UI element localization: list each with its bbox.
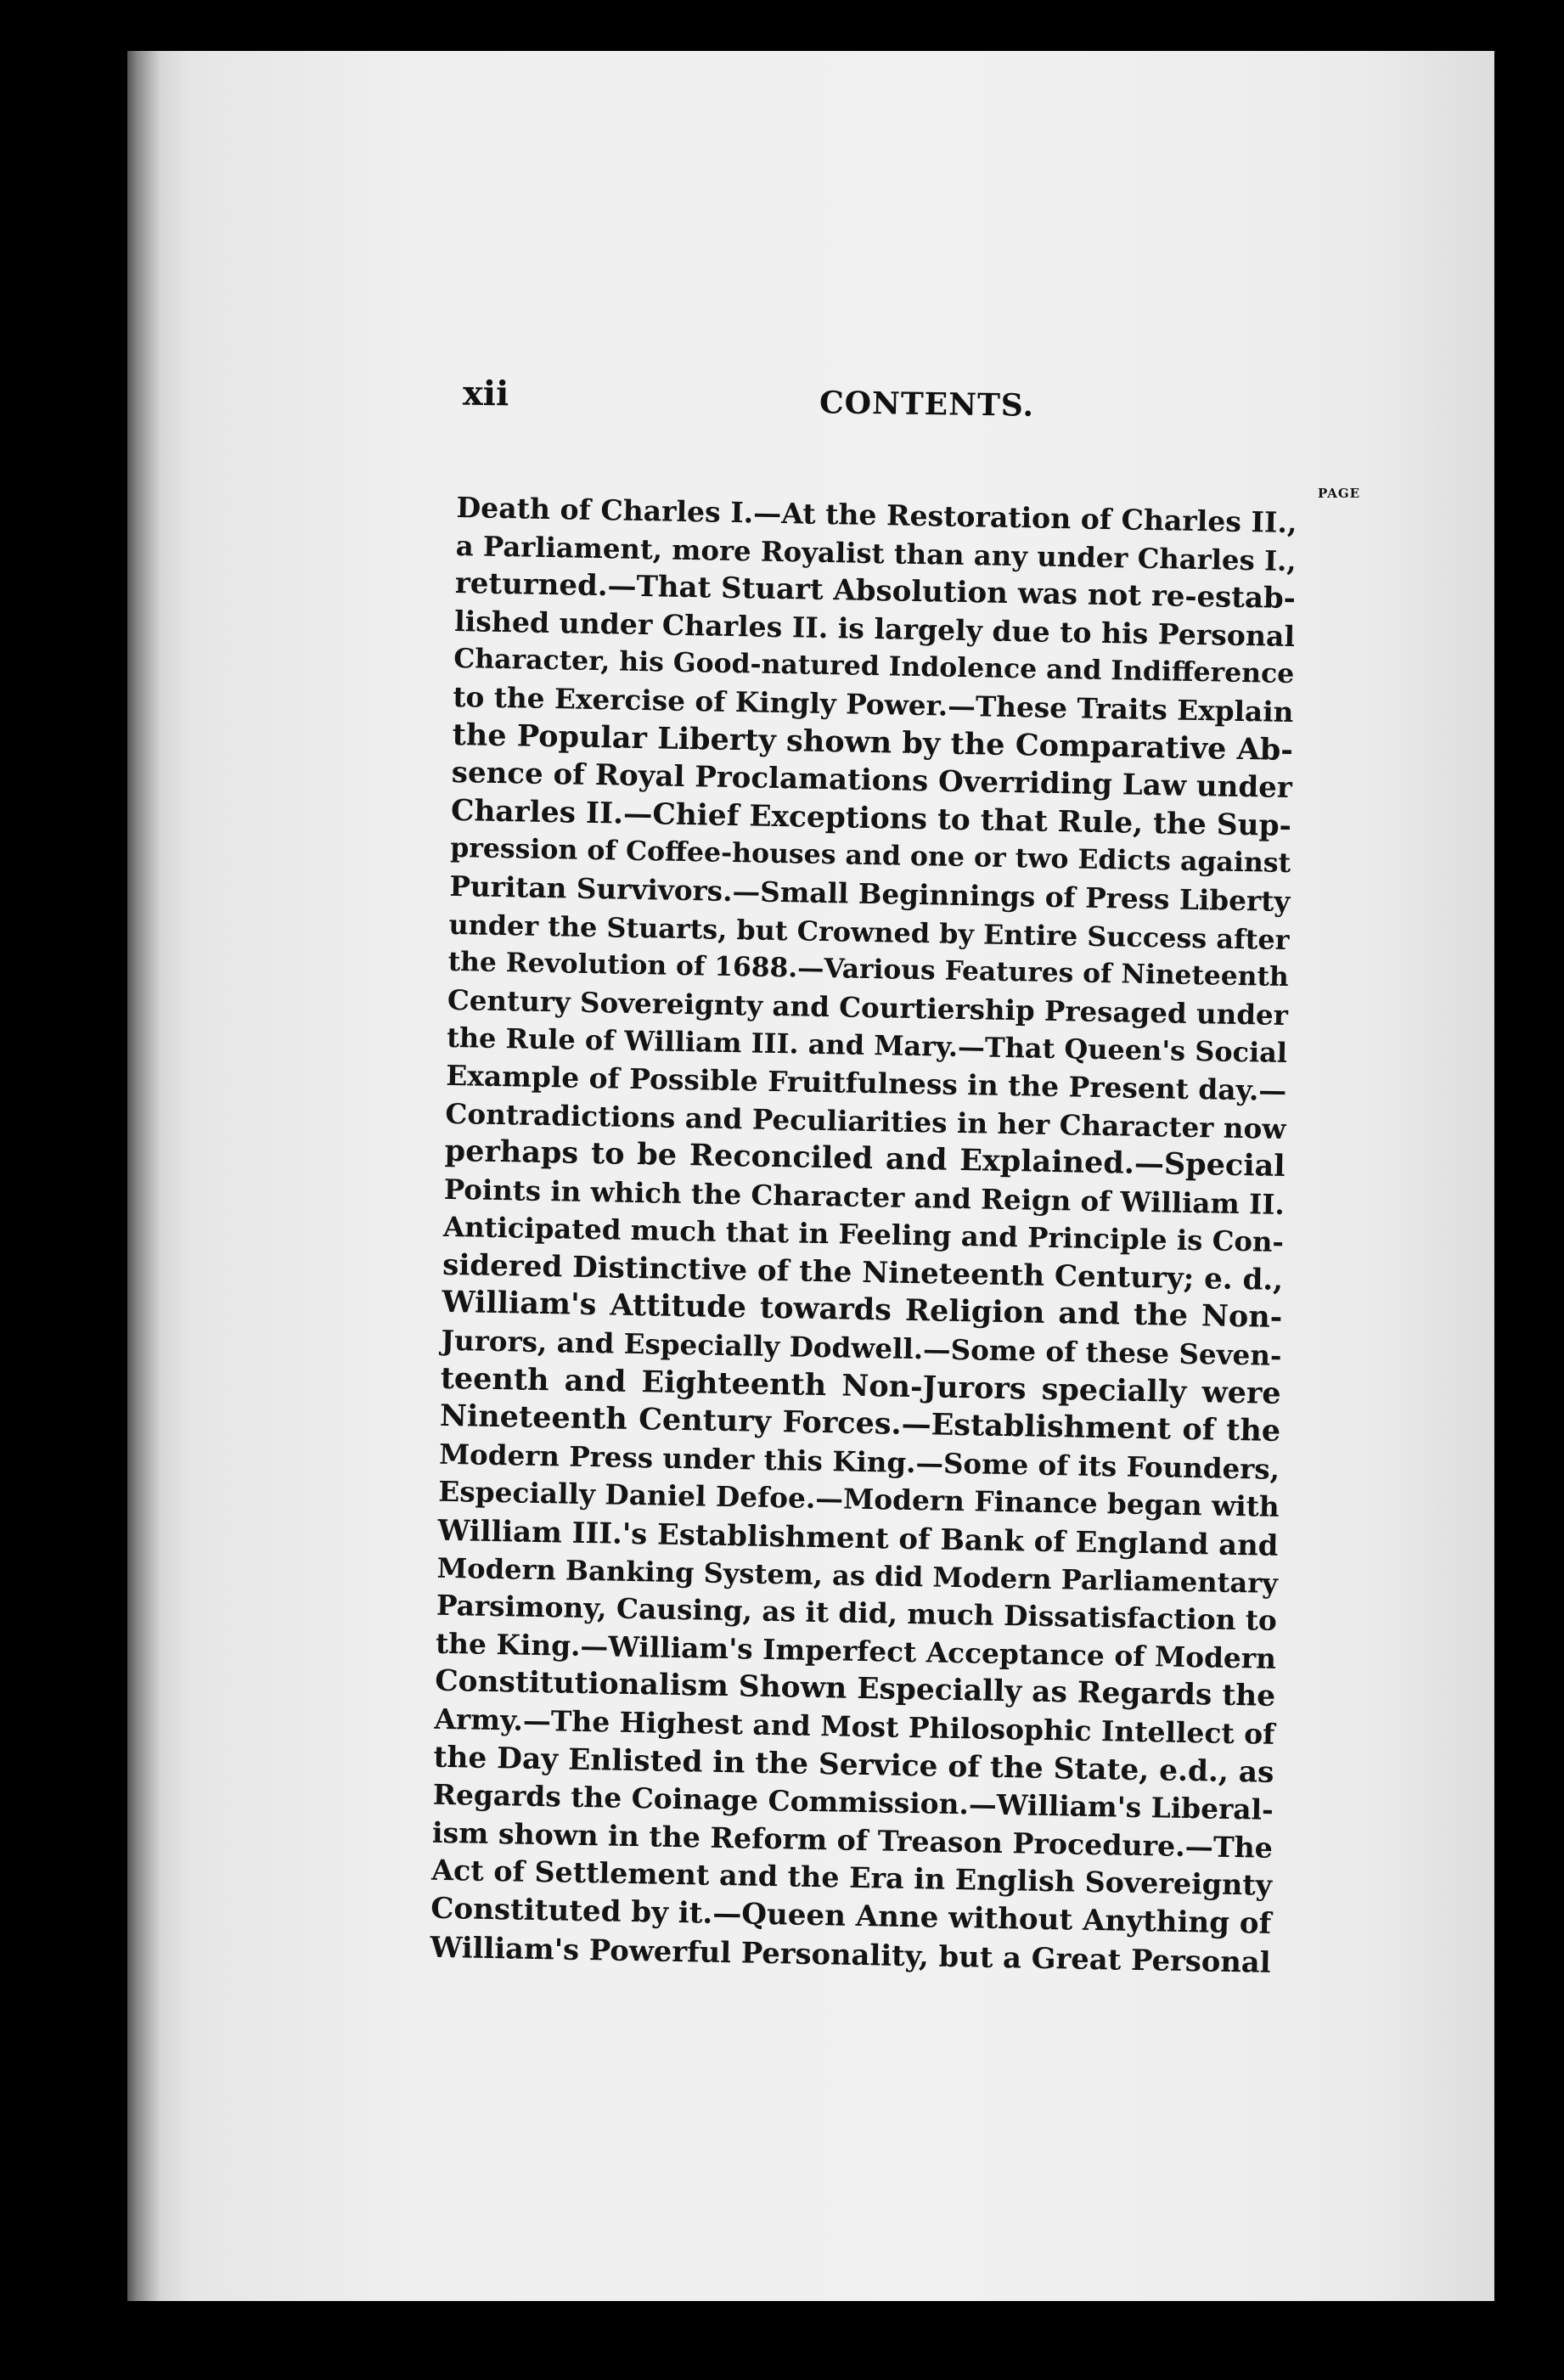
contents-line: Especially Daniel Defoe.—Modern Finance began with <box>438 1475 1280 1524</box>
contents-line: Constitutionalism Shown Especially as Regards the <box>434 1664 1276 1714</box>
contents-line: Constituted by it.—Queen Anne without Anything of <box>430 1891 1272 1941</box>
contents-line: the Rule of William III. and Mary.—That Queen's Social <box>446 1021 1288 1070</box>
contents-line: the Popular Liberty shown by the Comparative Ab- <box>452 717 1294 768</box>
contents-line: the Day Enlisted in the Service of the State, e.d., as <box>433 1740 1274 1790</box>
contents-line: perhaps to be Reconciled and Explained.—Special <box>444 1133 1286 1184</box>
contents-line: sence of Royal Proclamations Overriding Law under <box>451 756 1293 806</box>
contents-line: Contradictions and Peculiarities in her Character now <box>445 1096 1286 1145</box>
contents-paragraph <box>430 489 1297 1981</box>
contents-line: under the Stuarts, but Crowned by Entire Success after <box>448 908 1290 956</box>
contents-line: William III.'s Establishment of Bank of England and <box>437 1512 1279 1562</box>
contents-line: Regards the Coinage Commission.—William's Liberal- <box>432 1777 1274 1827</box>
contents-line: William's Attitude towards Religion and the Non- <box>442 1285 1283 1336</box>
running-head-title: CONTENTS. <box>819 385 1035 424</box>
contents-line: William's Powerful Personality, but a Great Personal <box>430 1929 1271 1979</box>
contents-line: Anticipated much that in Feeling and Principle is Con- <box>442 1211 1285 1259</box>
contents-line: ism shown in the Reform of Treason Procedure.—The <box>431 1815 1274 1865</box>
contents-line: Puritan Survivors.—Small Beginnings of Press Liberty <box>449 869 1291 918</box>
contents-line: Death of Charles I.—At the Restoration of Charles II., <box>456 490 1297 540</box>
contents-line: to the Exercise of Kingly Power.—These Traits Explain <box>453 679 1294 729</box>
contents-line: Jurors, and Especially Dodwell.—Some of these Seven- <box>441 1323 1282 1373</box>
contents-line: Modern Press under this King.—Some of its Founders, <box>438 1437 1280 1486</box>
page-folio-number: xii <box>462 373 509 414</box>
contents-line: the Revolution of 1688.—Various Features of Nineteenth <box>447 947 1289 993</box>
contents-line: Example of Possible Fruitfulness in the Present day.— <box>445 1058 1287 1107</box>
contents-line: Nineteenth Century Forces.—Establishment of the <box>439 1398 1281 1449</box>
contents-line: pression of Coffee-houses and one or two Edicts against <box>449 832 1291 880</box>
contents-line: Act of Settlement and the Era in English Sovereignty <box>430 1854 1273 1903</box>
contents-line: Points in which the Character and Reign of William II. <box>443 1173 1286 1221</box>
contents-line: Century Sovereignty and Courtiership Presaged under <box>447 982 1289 1032</box>
contents-line: Charles II.—Chief Exceptions to that Rule, the Sup- <box>450 793 1292 843</box>
contents-line: Parsimony, Causing, as it did, much Dissatisfaction to <box>436 1589 1278 1638</box>
contents-line: Army.—The Highest and Most Philosophic Intellect of <box>434 1702 1275 1751</box>
contents-line: returned.—That Stuart Absolution was not re-estab- <box>454 566 1297 616</box>
contents-line: teenth and Eighteenth Non-Jurors specially were <box>440 1360 1282 1411</box>
contents-line: Modern Banking System, as did Modern Parliamentary <box>436 1551 1279 1600</box>
contents-line: lished under Charles II. is largely due to his Personal <box>453 604 1296 653</box>
page-binding-edge <box>127 51 161 2301</box>
contents-line: sidered Distinctive of the Nineteenth Century; e. d., <box>442 1247 1284 1297</box>
contents-line: Character, his Good-natured Indolence and Indifference <box>453 643 1295 690</box>
contents-line: a Parliament, more Royalist than any under Charles I., <box>455 529 1297 577</box>
page-column-label: PAGE <box>1318 486 1361 501</box>
contents-line: the King.—William's Imperfect Acceptance of Modern <box>435 1626 1277 1675</box>
